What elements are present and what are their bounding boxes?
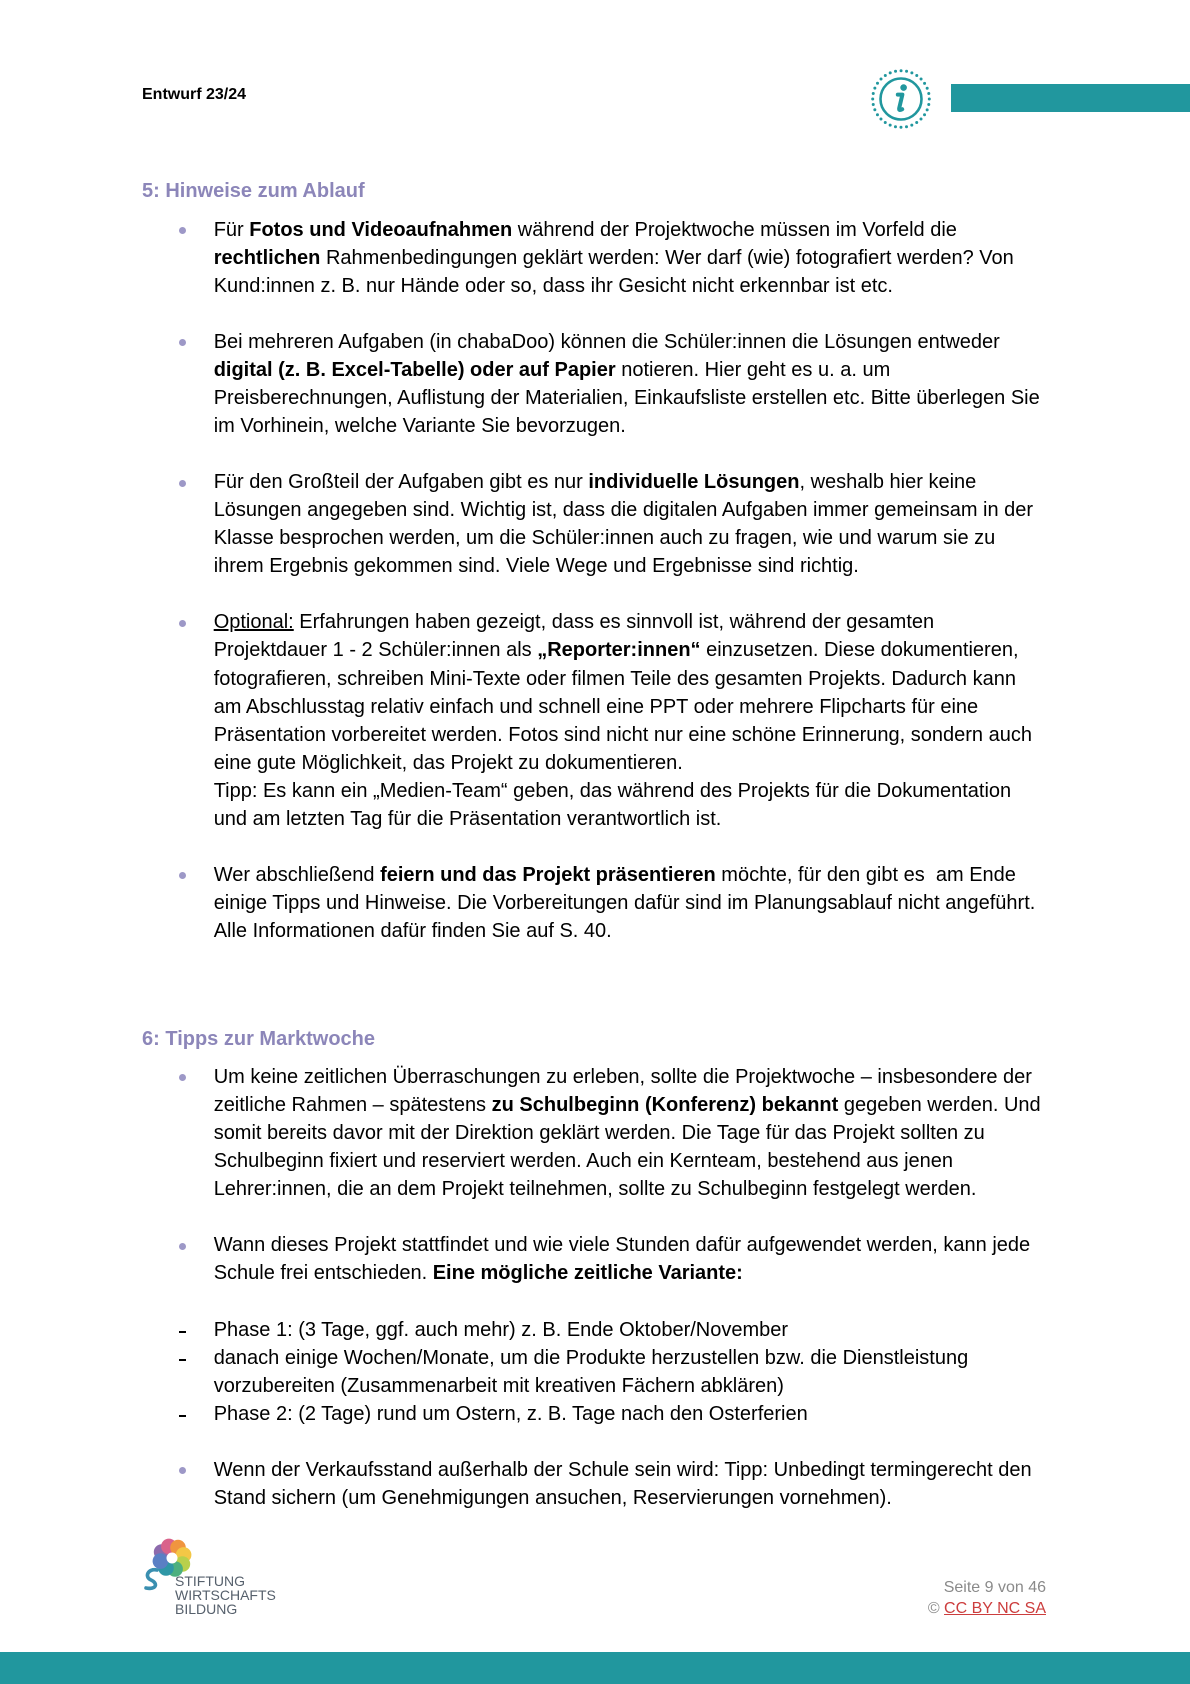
item-text <box>214 328 1082 440</box>
item-text <box>214 608 1082 832</box>
text-line <box>214 693 1082 721</box>
text-segment: einige Tipps und Hinweise. Die Vorbereitungen dafür sind im Planungsablauf nicht angeführt. <box>213 891 1036 914</box>
page-number: Seite 9 von 46 <box>943 1578 1046 1596</box>
bullet-item <box>142 861 1082 945</box>
text-line <box>214 1484 1082 1512</box>
text-segment: Schulbeginn fixiert und reserviert werden. Auch ein Kernteam, bestehend aus jenen <box>213 1150 954 1173</box>
bold-text: individuelle Lösungen <box>588 471 800 494</box>
text-segment: Stand sichern (um Genehmigungen ansuchen, Reservierungen vornehmen). <box>213 1486 892 1509</box>
item-text <box>214 861 1082 945</box>
bold-text: rechtlichen <box>213 246 321 269</box>
text-segment: und am letzten Tag für die Präsentation verantwortlich ist. <box>213 807 722 830</box>
logo-text-line: STIFTUNG <box>175 1573 245 1589</box>
section-tipps <box>142 1025 1082 1512</box>
item-text <box>214 1316 1082 1344</box>
dash-marker-icon <box>179 1331 186 1333</box>
bullet-block <box>142 1063 1082 1203</box>
dash-item <box>142 1316 1082 1344</box>
text-line <box>214 749 1082 777</box>
logo-petal <box>153 1553 169 1569</box>
text-segment: am Abschlusstag relativ einfach und schnell eine PPT oder mehrere Flipcharts für eine <box>213 695 979 718</box>
text-line <box>214 524 1082 552</box>
text-segment: notieren. Hier geht es u. a. um <box>615 359 891 382</box>
dash-item <box>142 1344 1082 1400</box>
logo-wordmark <box>175 1574 276 1616</box>
text-segment: Phase 2: (2 Tage) rund um Ostern, z. B. Tage nach den Osterferien <box>213 1402 808 1425</box>
text-line <box>214 272 1082 300</box>
text-line <box>214 468 1082 496</box>
text-line <box>214 1063 1082 1091</box>
text-segment: Für den Großteil der Aufgaben gibt es nur <box>213 471 589 494</box>
bullet-item <box>142 328 1082 440</box>
item-text <box>214 1344 1082 1400</box>
text-segment: Bei mehreren Aufgaben (in chabaDoo) können die Schüler:innen die Lösungen entweder <box>213 330 1000 353</box>
bold-text: zu Schulbeginn (Konferenz) bekannt <box>491 1094 839 1117</box>
bullet-dot-icon <box>179 480 186 487</box>
bullet-block <box>142 608 1082 832</box>
text-line <box>214 608 1082 636</box>
text-segment: eine gute Möglichkeit, das Projekt zu dokumentieren. <box>213 751 683 774</box>
logo-swoosh <box>146 1570 157 1589</box>
text-line <box>214 552 1082 580</box>
text-segment: Lösungen angegeben sind. Wichtig ist, dass die digitalen Aufgaben immer gemeinsam in der <box>213 499 1034 522</box>
item-text <box>214 1063 1082 1203</box>
text-line <box>214 665 1082 693</box>
section-heading: 5: Hinweise zum Ablauf <box>142 180 365 203</box>
info-icon-stem <box>897 95 902 110</box>
bullet-block <box>142 468 1082 580</box>
license-link[interactable]: CC BY NC SA <box>944 1600 1046 1618</box>
text-line <box>214 244 1082 272</box>
bullet-item <box>142 608 1082 832</box>
bold-text: digital (z. B. Excel-Tabelle) oder auf Papier <box>213 359 616 382</box>
text-segment: im Vorhinein, welche Variante Sie bevorzugen. <box>213 415 626 438</box>
text-line <box>214 1456 1082 1484</box>
text-segment: Phase 1: (3 Tage, ggf. auch mehr) z. B. Ende Oktober/November <box>213 1318 789 1341</box>
text-segment: somit bereits davor mit der Direktion geklärt werden. Die Tage für das Projekt sollten zu <box>213 1122 985 1145</box>
text-line <box>214 1175 1082 1203</box>
text-segment: Lehrer:innen, die an dem Projekt teilnehmen, sollte zu Schulbeginn festgelegt werden. <box>213 1178 977 1201</box>
bullet-item <box>142 1456 1082 1512</box>
item-text <box>214 1400 1082 1428</box>
text-line <box>214 1119 1082 1147</box>
text-segment: Tipp: Es kann ein „Medien-Team“ geben, das während des Projekts für die Dokumentation <box>213 779 1012 802</box>
text-line <box>214 889 1082 917</box>
text-segment: Präsentation vorbereitet werden. Fotos sind nicht nur eine schöne Erinnerung, sondern auch <box>213 723 1032 746</box>
text-segment: danach einige Wochen/Monate, um die Produkte herzustellen bzw. die Dienstleistung <box>213 1346 969 1369</box>
info-icon <box>870 68 932 130</box>
underlined-text: Optional: <box>213 611 294 634</box>
text-line <box>214 384 1082 412</box>
text-segment: Projektdauer 1 - 2 Schüler:innen als <box>213 639 538 662</box>
text-line <box>214 1091 1082 1119</box>
text-line <box>214 917 1082 945</box>
text-segment: Wann dieses Projekt stattfindet und wie viele Stunden dafür aufgewendet werden, kann jede <box>213 1234 1031 1257</box>
bullet-block <box>142 1456 1082 1512</box>
section-hinweise <box>142 177 1082 945</box>
copyright-symbol: © <box>927 1600 940 1618</box>
text-segment: Erfahrungen haben gezeigt, dass es sinnvoll ist, während der gesamten <box>293 611 935 634</box>
text-segment: fotografieren, schreiben Mini-Texte oder filmen Teile des gesamten Projekts. Dadurch kann <box>213 667 1016 690</box>
text-line <box>214 1147 1082 1175</box>
item-text <box>214 1456 1082 1512</box>
text-line <box>214 1344 1082 1372</box>
text-segment: Wer abschließend <box>213 863 381 886</box>
bullet-dot-icon <box>179 339 186 346</box>
bullet-item <box>142 1063 1082 1203</box>
text-line <box>214 1231 1082 1259</box>
bullet-item <box>142 216 1082 300</box>
item-text <box>214 216 1082 300</box>
text-segment: Wenn der Verkaufsstand außerhalb der Schule sein wird: Tipp: Unbedingt termingerecht den <box>213 1458 1032 1481</box>
bullet-block <box>142 861 1082 945</box>
dash-item <box>142 1400 1082 1428</box>
text-line <box>214 636 1082 664</box>
text-segment: möchte, für den gibt es am Ende <box>715 863 1016 886</box>
text-line <box>214 861 1082 889</box>
bold-text: Fotos und Videoaufnahmen <box>249 218 513 241</box>
text-segment: Schule frei entschieden. <box>213 1262 433 1285</box>
bullet-dot-icon <box>179 227 186 234</box>
text-line <box>214 496 1082 524</box>
license-line <box>928 1598 1046 1620</box>
text-line <box>214 216 1082 244</box>
text-segment: Rahmenbedingungen geklärt werden: Wer darf (wie) fotografiert werden? Von <box>320 246 1014 269</box>
dash-marker-icon <box>179 1415 186 1417</box>
bullet-item <box>142 1231 1082 1287</box>
item-text <box>214 468 1082 580</box>
text-line <box>214 777 1082 805</box>
bold-text: „Reporter:innen“ <box>537 639 701 662</box>
bullet-dot-icon <box>179 1243 186 1250</box>
text-line <box>214 721 1082 749</box>
bullet-item <box>142 468 1082 580</box>
text-segment: Für <box>213 218 250 241</box>
bullet-block <box>142 328 1082 440</box>
item-text <box>214 1231 1082 1287</box>
section-body <box>142 1063 1082 1512</box>
info-icon-dot <box>900 85 907 92</box>
header-accent-bar <box>951 84 1190 112</box>
text-segment: Preisberechnungen, Auflistung der Materialien, Einkaufsliste erstellen etc. Bitte überlegen Sie <box>213 387 1040 410</box>
text-line <box>214 1372 1082 1400</box>
text-segment: Kund:innen z. B. nur Hände oder so, dass ihr Gesicht nicht erkennbar ist etc. <box>213 274 893 297</box>
text-line <box>214 805 1082 833</box>
logo-text-line: WIRTSCHAFTS <box>175 1587 276 1603</box>
bullet-block <box>142 1231 1082 1287</box>
logo-text-line: BILDUNG <box>175 1601 238 1617</box>
dash-marker-icon <box>179 1359 186 1361</box>
text-line <box>214 328 1082 356</box>
text-segment: während der Projektwoche müssen im Vorfeld die <box>512 218 957 241</box>
bullet-block <box>142 216 1082 300</box>
bold-text: Eine mögliche zeitliche Variante: <box>432 1262 743 1285</box>
main-content <box>142 177 1082 1512</box>
logo-center <box>167 1553 178 1564</box>
section-body <box>142 216 1082 945</box>
bold-text: feiern und das Projekt präsentieren <box>380 863 716 886</box>
text-line <box>214 356 1082 384</box>
text-segment: vorzubereiten (Zusammenarbeit mit kreativen Fächern abklären) <box>213 1374 784 1397</box>
section-heading: 6: Tipps zur Marktwoche <box>142 1027 376 1050</box>
text-segment: Alle Informationen dafür finden Sie auf S. 40. <box>213 919 612 942</box>
text-line <box>214 1316 1082 1344</box>
text-line <box>214 412 1082 440</box>
text-segment: ihrem Ergebnis gekommen sind. Viele Wege und Ergebnisse sind richtig. <box>213 555 859 578</box>
bullet-dot-icon <box>179 1467 186 1474</box>
bullet-dot-icon <box>179 1074 186 1081</box>
page-info <box>928 1577 1046 1620</box>
text-segment: , weshalb hier keine <box>799 471 977 494</box>
text-segment: Klasse besprochen werden, um die Schüler:innen auch zu fragen, wie und warum sie zu <box>213 527 996 550</box>
text-segment: zeitliche Rahmen – spätestens <box>213 1094 492 1117</box>
text-segment: einzusetzen. Diese dokumentieren, <box>700 639 1019 662</box>
text-line <box>214 1400 1082 1428</box>
text-line <box>214 1259 1082 1287</box>
text-segment: Um keine zeitlichen Überraschungen zu erleben, sollte die Projektwoche – insbesondere der <box>213 1066 1032 1089</box>
bullet-dot-icon <box>179 620 186 627</box>
dash-list <box>142 1316 1082 1428</box>
draft-label: Entwurf 23/24 <box>142 86 247 103</box>
text-segment: gegeben werden. Und <box>838 1094 1041 1117</box>
footer-accent-bar <box>0 1652 1190 1684</box>
bullet-dot-icon <box>179 872 186 879</box>
